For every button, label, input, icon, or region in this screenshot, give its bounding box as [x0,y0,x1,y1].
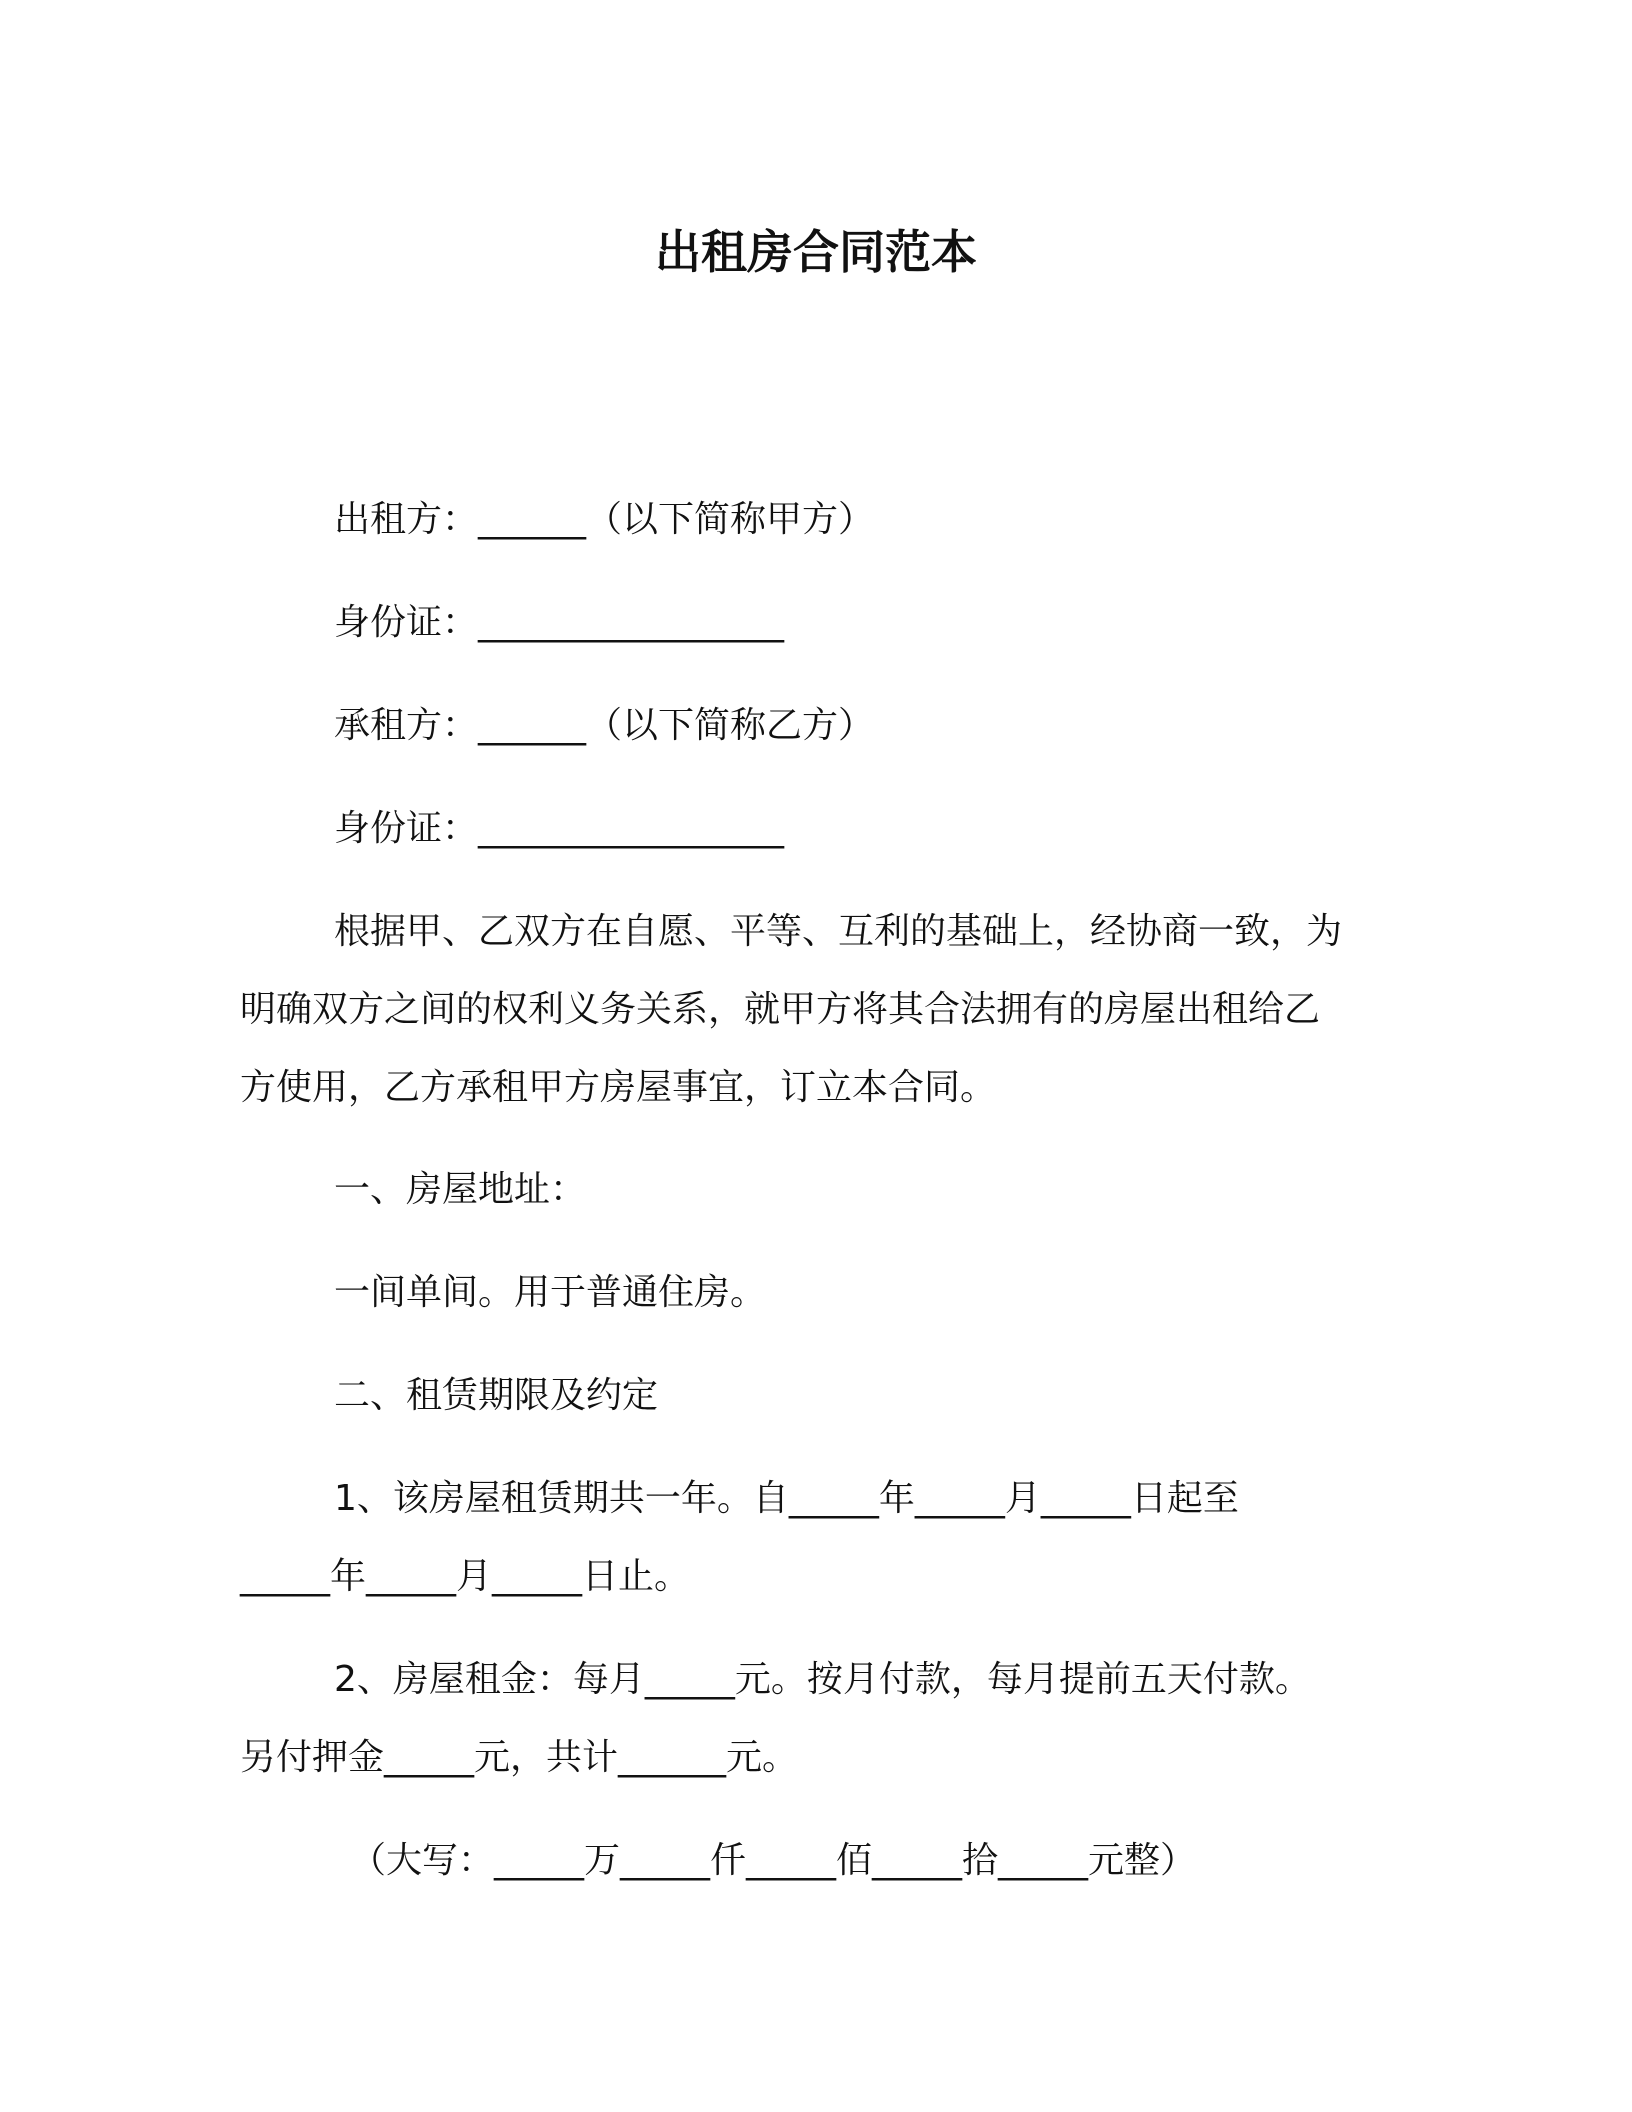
lessor-id-line: 身份证：_________________ [334,602,785,643]
document-title: 出租房合同范本 [655,225,977,279]
clause-2-line-2: 另付押金_____元，共计______元。 [240,1737,799,1778]
clause-1-line-2: _____年_____月_____日止。 [240,1556,691,1597]
lessee-line: 承租方：______（以下简称乙方） [334,705,875,746]
preamble-line-2: 明确双方之间的权利义务关系，就甲方将其合法拥有的房屋出租给乙 [240,989,1321,1030]
preamble-line-3: 方使用，乙方承租甲方房屋事宜，订立本合同。 [240,1067,997,1108]
lessee-id-line: 身份证：_________________ [334,808,785,849]
clause-1-line-1: 1、该房屋租赁期共一年。自_____年_____月_____日起至 [334,1478,1239,1519]
clause-2-line-1: 2、房屋租金：每月_____元。按月付款，每月提前五天付款。 [334,1659,1311,1700]
section-two-heading: 二、租赁期限及约定 [334,1375,659,1416]
preamble-line-1: 根据甲、乙双方在自愿、平等、互利的基础上，经协商一致，为 [334,911,1343,952]
amount-in-words-line: （大写：_____万_____仟_____佰_____拾_____元整） [350,1840,1197,1881]
section-one-heading: 一、房屋地址： [334,1169,587,1210]
lessor-line: 出租方：______（以下简称甲方） [334,499,875,540]
section-one-body: 一间单间。用于普通住房。 [334,1272,767,1313]
